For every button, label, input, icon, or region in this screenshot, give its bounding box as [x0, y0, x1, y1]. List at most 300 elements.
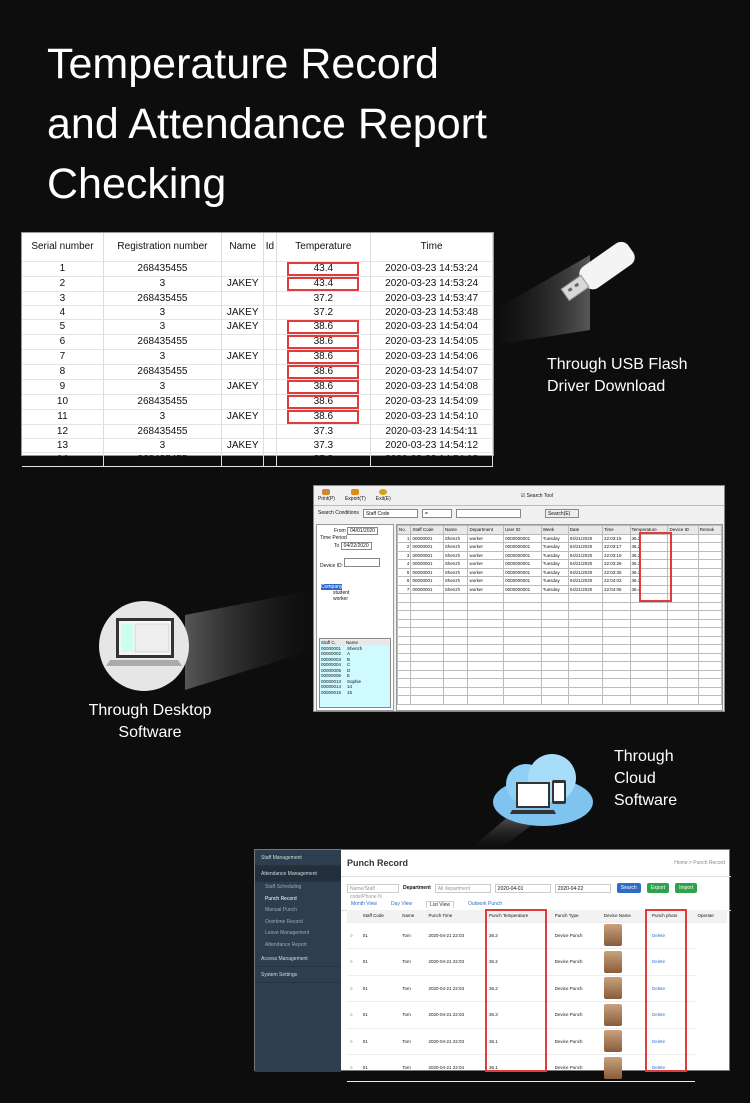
table-cell [630, 602, 668, 611]
table-row[interactable] [398, 628, 722, 637]
table-cell [698, 534, 721, 543]
table-row[interactable] [398, 687, 722, 696]
table-cell [541, 611, 568, 620]
column-header: Id [264, 233, 276, 261]
table-cell: 00000001 [411, 585, 443, 594]
table-cell: 00000001 [411, 551, 443, 560]
table-cell [698, 594, 721, 603]
submenu-item[interactable]: Manual Punch [265, 907, 297, 913]
menu-system-settings[interactable]: System Settings [255, 967, 341, 983]
from-date-input[interactable]: 04/01/2020 [347, 527, 378, 535]
table-cell: 268435455 [103, 424, 221, 438]
table-cell [504, 602, 542, 611]
temperature-value: 38.6 [287, 380, 359, 394]
face-photo-icon [604, 977, 622, 999]
table-cell: Tom [399, 975, 425, 1002]
table-cell [698, 696, 721, 705]
table-cell: 00000001 [411, 560, 443, 569]
face-photo-icon [604, 1004, 622, 1026]
table-cell: Tom [399, 1055, 425, 1082]
table-cell: 04/21/2020 [568, 534, 602, 543]
column-header: Week [541, 526, 568, 535]
table-cell: 4 [22, 305, 103, 319]
table-cell: 36.1 [630, 577, 668, 586]
row-checkbox[interactable]: ○ [347, 949, 360, 976]
table-cell [541, 696, 568, 705]
tree-student[interactable]: student [333, 590, 350, 596]
table-cell [698, 645, 721, 654]
table-row[interactable] [398, 679, 722, 688]
table-cell: 0000000001 [504, 551, 542, 560]
table-cell: 8 [22, 364, 103, 379]
tab-outwork-punch[interactable]: Outwork Punch [468, 901, 503, 907]
column-header: Remak [698, 526, 721, 535]
table-cell: 04/21/2020 [568, 543, 602, 552]
table-cell [468, 611, 504, 620]
table-cell: 1 [668, 534, 698, 543]
table-cell: Device Punch [552, 1002, 601, 1029]
table-cell: 268435455 [103, 334, 221, 349]
device-id-select[interactable] [344, 558, 380, 567]
table-cell [398, 653, 411, 662]
table-cell: 1 [398, 534, 411, 543]
table-cell [443, 594, 468, 603]
table-row[interactable] [398, 568, 722, 577]
submenu-item[interactable]: Overtime Record [265, 918, 303, 925]
tree-company[interactable]: Company [321, 584, 343, 590]
table-row[interactable] [398, 611, 722, 620]
table-cell [668, 645, 698, 654]
desktop-record-grid [396, 524, 723, 711]
export-button[interactable]: Export [647, 883, 669, 893]
staff-list-item[interactable]: 00000003 B [321, 656, 351, 662]
table-cell [668, 653, 698, 662]
column-header: No. [398, 526, 411, 535]
table-cell: 14 [22, 453, 103, 467]
table-cell: 268435455 [103, 261, 221, 276]
punch-record-title: Punch Record [347, 858, 409, 868]
table-cell [398, 670, 411, 679]
delete-link[interactable]: Delete [649, 975, 695, 1002]
table-cell: 3 [22, 291, 103, 305]
table-cell [630, 653, 668, 662]
table-cell [630, 662, 668, 671]
table-cell [504, 628, 542, 637]
table-row[interactable] [398, 602, 722, 611]
delete-link[interactable]: Delete [649, 1055, 695, 1082]
table-header-row [398, 526, 722, 535]
table-cell: 2020-03-23 14:54:06 [371, 349, 493, 364]
search-button[interactable]: Search(E) [545, 509, 579, 518]
table-row[interactable] [398, 645, 722, 654]
table-cell: 00000001 [411, 534, 443, 543]
submenu-item[interactable]: Staff Scheduling [265, 884, 302, 890]
table-cell: Tom [399, 1028, 425, 1055]
table-cell [504, 662, 542, 671]
table-cell [602, 670, 630, 679]
column-header: Time [602, 526, 630, 535]
table-row[interactable] [398, 670, 722, 679]
table-cell [468, 662, 504, 671]
column-header: Device Name [601, 910, 649, 922]
column-header: User ID [504, 526, 542, 535]
table-cell: worker [468, 585, 504, 594]
table-cell [668, 662, 698, 671]
field-select[interactable]: Staff Code [363, 509, 418, 518]
table-cell [630, 611, 668, 620]
table-cell: 2020-04-21 22:03 [425, 949, 485, 976]
column-header: Time [371, 233, 493, 261]
table-cell: 04/21/2020 [568, 585, 602, 594]
cloud-icon [488, 750, 598, 830]
table-cell: 2020-03-23 14:53:47 [371, 291, 493, 305]
table-cell [602, 611, 630, 620]
table-cell: 22:03:35 [602, 568, 630, 577]
table-cell [411, 679, 443, 688]
table-cell: 10 [22, 394, 103, 409]
row-checkbox[interactable]: ○ [347, 1002, 360, 1029]
table-cell: 9 [22, 379, 103, 394]
delete-link[interactable]: Delete [649, 949, 695, 976]
staff-list: Staff C. Name 00000001 Shenzh 00000002 A 00000003 B 00000004 C 00000005 D 00000006 E 00000013 Sophie 00000014 14 00000015 15 [319, 638, 391, 708]
column-header: Name [399, 910, 425, 922]
table-cell [443, 619, 468, 628]
table-cell: 0000000001 [504, 568, 542, 577]
table-row[interactable] [398, 662, 722, 671]
menu-access-management[interactable]: Access Management [255, 951, 341, 967]
table-cell [602, 662, 630, 671]
tree-worker[interactable]: worker [333, 596, 349, 602]
exit-button[interactable]: Exit(E) [376, 489, 391, 502]
table-cell [504, 653, 542, 662]
department-tree [321, 584, 389, 602]
table-cell: 2 [22, 276, 103, 291]
department-select[interactable]: All department [435, 884, 491, 893]
operator-select[interactable]: = [422, 509, 452, 518]
column-header: Operate [695, 910, 727, 922]
submenu-item[interactable]: Punch Record [265, 895, 297, 902]
table-cell [630, 696, 668, 705]
table-cell [411, 696, 443, 705]
table-cell: worker [468, 568, 504, 577]
table-cell [568, 679, 602, 688]
row-checkbox[interactable]: ○ [347, 975, 360, 1002]
table-cell [541, 687, 568, 696]
punch-photo [601, 975, 649, 1002]
table-cell: JAKEY [222, 379, 264, 394]
table-cell: Tuesday [541, 585, 568, 594]
table-cell [468, 696, 504, 705]
table-cell: Shenzh [443, 585, 468, 594]
table-cell [698, 611, 721, 620]
staff-list-item[interactable]: 00000013 Sophie [321, 678, 362, 684]
table-cell: 7 [22, 349, 103, 364]
export-button[interactable]: Export(T) [345, 489, 366, 502]
table-cell: 2020-03-23 14:54:05 [371, 334, 493, 349]
tab-month-view[interactable]: Month View [351, 901, 378, 907]
table-cell [398, 687, 411, 696]
delete-link[interactable]: Delete [649, 1028, 695, 1055]
table-cell [568, 636, 602, 645]
temperature-value: 38.6 [287, 395, 359, 409]
table-cell: 2020-03-23 14:54:08 [371, 379, 493, 394]
table-cell [541, 662, 568, 671]
table-cell: 36.3 [486, 1002, 552, 1029]
table-cell: 36.2 [486, 922, 552, 949]
table-cell [398, 611, 411, 620]
table-cell: 2020-03-23 14:54:13 [371, 453, 493, 467]
submenu-item[interactable]: Leave Management [265, 930, 310, 936]
table-cell: 1 [668, 543, 698, 552]
table-cell [668, 670, 698, 679]
table-cell [568, 653, 602, 662]
search-conditions-row: Search Conditions Staff Code = Search(E) [314, 506, 724, 520]
face-photo-icon [604, 924, 622, 946]
table-cell: 2020-03-23 14:54:09 [371, 394, 493, 409]
table-cell: 5 [398, 568, 411, 577]
print-button[interactable]: Print(P) [318, 489, 335, 502]
row-checkbox[interactable]: ○ [347, 1055, 360, 1082]
column-header: Device ID [668, 526, 698, 535]
table-cell: JAKEY [222, 319, 264, 334]
table-cell: Shenzh [443, 568, 468, 577]
table-cell [668, 619, 698, 628]
table-cell [411, 602, 443, 611]
table-cell: 01 [360, 922, 400, 949]
delete-link[interactable]: Delete [649, 922, 695, 949]
table-cell [541, 594, 568, 603]
table-cell [630, 636, 668, 645]
table-cell [504, 594, 542, 603]
menu-staff-management[interactable]: Staff Management [255, 850, 341, 866]
table-cell: Shenzh [443, 560, 468, 569]
staff-list-item[interactable]: 00000001 Shenzh [321, 645, 363, 651]
table-cell: Tom [399, 1002, 425, 1029]
table-row[interactable] [398, 534, 722, 543]
table-cell: worker [468, 560, 504, 569]
table-cell: Device Punch [552, 1028, 601, 1055]
table-row[interactable] [398, 560, 722, 569]
table-cell [398, 594, 411, 603]
table-cell: 00000001 [411, 568, 443, 577]
submenu-item[interactable]: Attendance Report [265, 941, 307, 948]
table-row[interactable] [398, 619, 722, 628]
table-row[interactable] [398, 551, 722, 560]
table-cell [630, 670, 668, 679]
table-cell: 2020-04-21 22:03 [425, 1028, 485, 1055]
usb-drive-icon [555, 238, 645, 308]
table-cell: 2020-03-23 14:54:04 [371, 319, 493, 334]
menu-attendance-management[interactable]: Attendance Management [255, 866, 341, 882]
staff-list-item[interactable]: 00000004 C [321, 662, 351, 667]
table-cell [398, 619, 411, 628]
page-title: Temperature Record and Attendance Report Checking [47, 40, 487, 208]
table-cell: 3 [103, 379, 221, 394]
table-row[interactable] [398, 696, 722, 705]
table-cell: 3 [103, 349, 221, 364]
table-cell [568, 687, 602, 696]
table-cell: 37.2 [276, 305, 371, 319]
staff-list-item[interactable]: 00000006 E [321, 673, 351, 678]
column-header [347, 910, 360, 922]
table-cell: 04/21/2020 [568, 568, 602, 577]
row-checkbox[interactable]: ○ [347, 922, 360, 949]
table-cell [541, 670, 568, 679]
table-cell: 22:04:05 [602, 585, 630, 594]
table-cell [602, 696, 630, 705]
import-button[interactable]: Import [675, 883, 697, 893]
staff-list-item[interactable]: 00000002 A [321, 651, 351, 656]
table-cell: 2020-04-21 22:04 [425, 1055, 485, 1082]
table-cell: 3 [398, 551, 411, 560]
search-tool-toggle[interactable]: ☑ Search Tool [520, 492, 553, 499]
table-cell [411, 662, 443, 671]
face-photo-icon [604, 1057, 622, 1079]
table-cell: 2020-03-23 14:54:07 [371, 364, 493, 379]
table-cell [398, 628, 411, 637]
table-cell: 0000000001 [504, 534, 542, 543]
table-cell [468, 670, 504, 679]
column-header: Registration number [103, 233, 221, 261]
table-cell [568, 645, 602, 654]
table-cell [398, 696, 411, 705]
table-cell: 22:03:19 [602, 551, 630, 560]
cloud-caption: Through Cloud Software [614, 748, 678, 809]
table-cell: Shenzh [443, 534, 468, 543]
table-cell: 37.2 [276, 291, 371, 305]
table-cell [468, 628, 504, 637]
table-cell [541, 602, 568, 611]
table-row[interactable] [398, 577, 722, 586]
table-cell [398, 636, 411, 645]
staff-list-item[interactable]: 00000014 14 [321, 684, 353, 689]
table-cell: worker [468, 551, 504, 560]
table-cell [668, 679, 698, 688]
tab-day-view[interactable]: Day View [391, 901, 413, 907]
table-cell: JAKEY [222, 276, 264, 291]
table-cell [698, 560, 721, 569]
table-cell: 2020-03-23 14:53:48 [371, 305, 493, 319]
row-checkbox[interactable]: ○ [347, 1028, 360, 1055]
table-cell: Tuesday [541, 543, 568, 552]
table-cell [602, 653, 630, 662]
table-cell [568, 611, 602, 620]
column-header: Department [468, 526, 504, 535]
table-cell [411, 628, 443, 637]
table-cell [602, 679, 630, 688]
table-cell: worker [468, 534, 504, 543]
table-row[interactable] [398, 594, 722, 603]
table-cell: Device Punch [552, 1055, 601, 1082]
table-row[interactable] [398, 636, 722, 645]
table-cell: 04/21/2020 [568, 560, 602, 569]
table-cell: 1 [668, 551, 698, 560]
table-row[interactable] [398, 543, 722, 552]
table-cell [698, 636, 721, 645]
table-cell: 3 [103, 319, 221, 334]
table-row[interactable] [398, 585, 722, 594]
table-cell: JAKEY [222, 409, 264, 424]
table-cell [602, 645, 630, 654]
table-cell [630, 687, 668, 696]
cloud-sidebar [255, 850, 341, 1072]
face-photo-icon [604, 951, 622, 973]
temperature-highlight [639, 532, 672, 602]
desktop-table [397, 525, 722, 705]
table-cell [468, 619, 504, 628]
search-input[interactable]: Name/Staff code/Phone N [347, 884, 399, 893]
table-cell: 1 [22, 261, 103, 276]
column-header: Punch Type [552, 910, 601, 922]
to-date-input[interactable]: 04/22/2020 [341, 542, 372, 550]
table-cell [698, 568, 721, 577]
temperature-value: 43.4 [287, 277, 359, 291]
table-cell: 2020-03-23 14:53:24 [371, 261, 493, 276]
face-photo-icon [604, 1030, 622, 1052]
punch-photo [601, 922, 649, 949]
delete-link[interactable]: Delete [649, 1002, 695, 1029]
table-cell: worker [468, 543, 504, 552]
table-cell: 13 [22, 439, 103, 453]
date-from-input[interactable]: 2020-04-01 [495, 884, 551, 893]
table-row[interactable] [398, 653, 722, 662]
temperature-value: 38.6 [287, 350, 359, 364]
table-cell [698, 687, 721, 696]
punch-photo [601, 1002, 649, 1029]
staff-list-item[interactable]: 00000005 D [321, 667, 351, 673]
table-cell [504, 636, 542, 645]
table-cell: 00000001 [411, 577, 443, 586]
table-cell [568, 619, 602, 628]
table-cell: 1 [668, 560, 698, 569]
table-cell: 36.1 [486, 1028, 552, 1055]
table-cell [602, 628, 630, 637]
tab-list-view[interactable]: List View [426, 901, 454, 908]
table-cell: Tuesday [541, 577, 568, 586]
search-value-input[interactable] [456, 509, 521, 518]
table-cell: 36.2 [630, 543, 668, 552]
table-cell: JAKEY [222, 439, 264, 453]
search-button[interactable]: Search [617, 883, 641, 893]
date-to-input[interactable]: 2020-04-22 [555, 884, 611, 893]
table-cell [541, 619, 568, 628]
table-cell [602, 687, 630, 696]
usb-caption: Through USB Flash Driver Download [547, 356, 688, 395]
table-cell: 36.1 [486, 1055, 552, 1082]
table-cell: 22:03:26 [602, 560, 630, 569]
column-header: Name [222, 233, 264, 261]
table-cell [504, 619, 542, 628]
table-cell [698, 628, 721, 637]
table-cell [411, 653, 443, 662]
table-cell: Tuesday [541, 568, 568, 577]
temperature-value: 38.6 [287, 365, 359, 379]
cloud-main [341, 850, 731, 1072]
table-cell: 01 [360, 1002, 400, 1029]
desktop-beam [185, 590, 313, 690]
cloud-filter-row: Name/Staff code/Phone N Department All department 2020-04-01 2020-04-22 Search Export Import [341, 877, 731, 899]
table-cell [411, 645, 443, 654]
desktop-filter-panel [316, 524, 394, 711]
table-cell: 5 [22, 319, 103, 334]
table-cell [568, 670, 602, 679]
table-cell [398, 662, 411, 671]
table-cell: 36.1 [630, 568, 668, 577]
table-cell [568, 628, 602, 637]
table-cell [504, 687, 542, 696]
staff-list-item[interactable]: 00000015 15 [321, 689, 353, 695]
column-header: Staff Code [360, 910, 400, 922]
